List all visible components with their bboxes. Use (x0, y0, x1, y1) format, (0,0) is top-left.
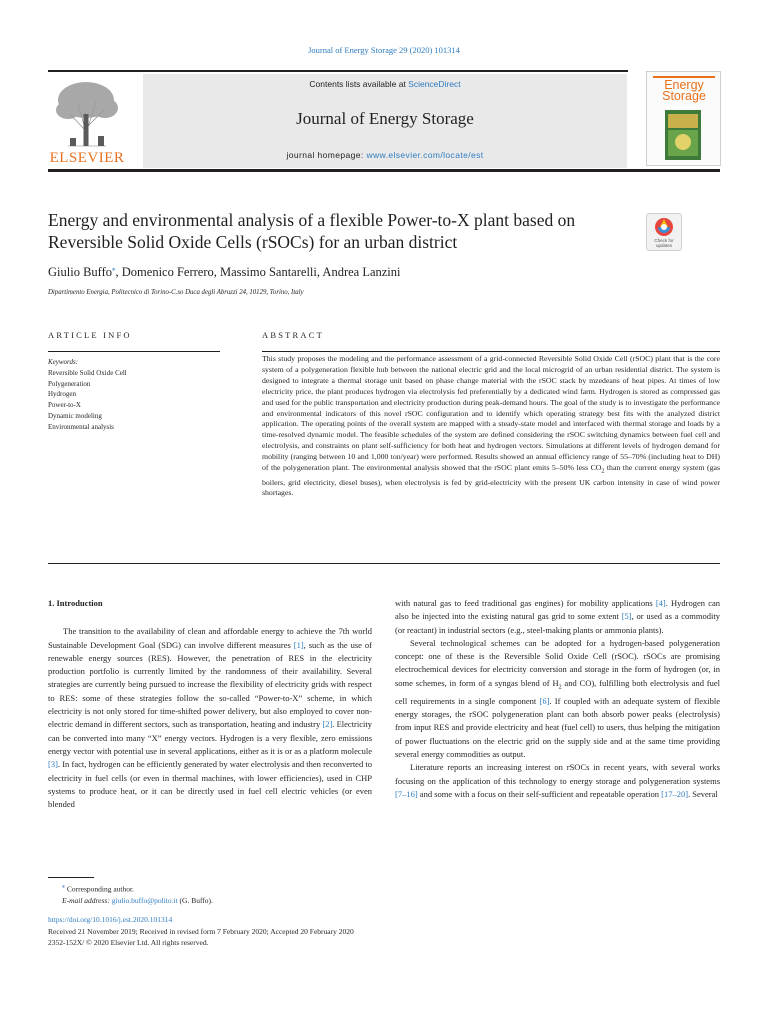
journal-name: Journal of Energy Storage (296, 109, 474, 128)
text-run: Several technological schemes can be adopted for a hydrogen-based polygeneration concept: one of these is the Reversible Solid Oxide Cell (rSOC). rSOCs are promising electrochemical devices for electricity conversion and storage in the form of hydrogen (or, in some schemes, in form of a syngas blend of H (395, 637, 720, 688)
text-run: . Hydrogen can also be injected into the existing natural gas grid to some extent (395, 598, 720, 622)
cover-title (653, 80, 715, 102)
subscript: 2 (558, 684, 562, 691)
text-run: , such as the use of renewable energy sources (RES). However, the penetration of RES in the electricity production portfolio is currently limited by the randomness of their availability. Several strategies are currently being pursued to increase the flexibility of electricity grids with respect to RES: some of these strategies follow the so-called “Power-to-X” scheme, in which electricity is not only stored for time-shifted power delivery, but also employed to cover non-electric demand in different sectors, such as transportation, heating and industry (48, 639, 372, 730)
homepage-link[interactable]: www.elsevier.com/locate/est (366, 150, 484, 160)
keyword-item: Polygeneration (48, 379, 91, 388)
text-run: . In fact, hydrogen can be efficiently generated by water electrolysis and then reconverted to electricity in fuel cells (or even in thermal machines, with lower efficiencies), used in CHP systems to produce heat, or it can be directly used in fuel cell electric vehicles (or even blended (48, 759, 372, 810)
keywords-block (48, 357, 220, 433)
paragraph (48, 625, 372, 811)
text-run: and some with a focus on their self-sufficient and repeatable operation (417, 788, 662, 799)
email-footnote (48, 895, 213, 907)
paragraph (395, 761, 720, 801)
citation-link[interactable]: [6] (539, 695, 550, 706)
affiliation: Dipartimento Energia, Politecnico di Torino-C.so Duca degli Abruzzi 24, 10129, Torino, Italy (48, 289, 304, 296)
citation-link[interactable]: [17–20] (661, 788, 689, 799)
email-suffix: (G. Buffo). (177, 896, 213, 905)
header-rule (48, 70, 628, 72)
citation-link[interactable]: [3] (48, 759, 58, 770)
article-info-rule (48, 351, 220, 352)
citation-link[interactable]: [4] (655, 598, 666, 608)
body-right-column (395, 597, 720, 801)
contents-line (143, 79, 627, 89)
body-left-column (48, 597, 372, 811)
text-run: . If coupled with an adequate system of flexible energy storages, the rSOC polygeneration plant can both absorb power peaks (electrolysis) from input RES and provide electricity and heat (fuel cell) to users, thus helping the mitigation of power fluctuations on the electric grid on the supply side and at the same time providing several energy commodities as output. (395, 695, 720, 759)
text-run: and CO), fulfilling both electrolysis and fuel cell requirements in a single component (395, 677, 720, 706)
abstract-rule (262, 351, 720, 352)
publication-info (48, 914, 354, 949)
corresponding-author-mark[interactable]: ⁎ (112, 265, 116, 273)
footnote-mark: ⁎ (62, 884, 65, 890)
abstract-bottom-rule (48, 563, 720, 564)
abstract-heading: ABSTRACT (262, 330, 324, 340)
journal-reference[interactable]: Journal of Energy Storage 29 (2020) 101314 (308, 45, 460, 55)
article-title: Energy and environmental analysis of a flexible Power-to-X plant based on Reversible Solid Oxide Cells (rSOCs) for an urban district (48, 210, 576, 252)
text-run: . Several (688, 788, 718, 799)
email-link[interactable]: giulio.buffo@polito.it (111, 896, 178, 905)
doi-link[interactable]: https://doi.org/10.1016/j.est.2020.101314 (48, 915, 173, 924)
author-rest: , Domenico Ferrero, Massimo Santarelli, Andrea Lanzini (115, 265, 401, 280)
keyword-item: Dynamic modeling (48, 411, 102, 420)
corresponding-footnote (48, 882, 213, 895)
abstract-subscript: 2 (601, 468, 605, 475)
paragraph (395, 597, 720, 637)
article-info-heading: ARTICLE INFO (48, 330, 132, 340)
footnotes (48, 882, 213, 907)
homepage-line (143, 150, 627, 160)
citation-link[interactable]: [2] (322, 719, 333, 730)
paragraph (395, 637, 720, 761)
citation-link[interactable]: [7–16] (395, 788, 418, 799)
keyword-item: Reversible Solid Oxide Cell (48, 368, 127, 377)
section-heading-introduction: 1. Introduction (48, 598, 103, 608)
abstract-text (262, 354, 720, 499)
abstract-part-a: This study proposes the modeling and the performance assessment of a grid-connected Reversible Solid Oxide Cell (rSOC) plant that is the core system of a polygeneration flexible hub between the national electric grid and the local microgrid of an urban residential district. The system is designed to integrate a thermal storage unit based on phase change material with the rSOC stack by mzedeans of heat pipes. At times of low electricity price, the plant produces hydrogen via electrolysis fed preferentially by a dedicated wind farm. Hydrogen is stored as compressed gas and used for the public transportation and electricity production during peak-demand hours. The goal of the study is to investigate the performance and environmental indicators of this novel rSOC configuration and to identify which operating strategy best fits with the analyzed district application. The operating points of the overall system are mapped with a steady-state model and interfaced with thermal storage and loads by a time-resolved dynamic model. The feasible schedules of the system are defined considering the rSOC switching dynamics between fuel cell and electrolysis, and constraints on plant self-sufficiency for both heat and hydrogen vectors. Simulations at different levels of hydrogen demand for mobility (ranging between 10 and 1,000 ton/year) were performed. Results showed an annual efficiency range of 55–70% (including heat to DH) of the polygeneration plant. The environmental analysis showed that the rSOC plant emits 5–50% less CO (262, 354, 721, 473)
contents-prefix: Contents lists available at (309, 79, 409, 89)
cover-title-line1: Energy (664, 78, 704, 92)
check-for-updates-icon[interactable] (646, 213, 682, 251)
keyword-item: Hydrogen (48, 390, 76, 399)
received-dates: Received 21 November 2019; Received in revised form 7 February 2020; Accepted 20 February 2020 (48, 926, 354, 936)
abstract-part-b: than the current energy system (gas boilers, grid electricity, diesel buses), when electrolysis is fed by grid-electricity with the present UK carbon intensity in case of wind power shortages. (262, 463, 720, 498)
crossmark-label-1: Check for (654, 238, 674, 243)
journal-cover-thumbnail[interactable] (646, 71, 721, 166)
cover-image (665, 110, 701, 160)
author-first: Giulio Buffo (48, 265, 113, 280)
text-run: , or used as a commodity (or reactant) in industrial sectors (e.g., steel-making plants or ammonia plants). (395, 611, 720, 635)
cover-title-line2: Storage (662, 89, 706, 103)
text-run: Literature reports an increasing interest on rSOCs in recent years, with several works focusing on the application of this technology to energy storage and polygeneration systems (395, 762, 720, 786)
corresponding-text: Corresponding author. (65, 884, 134, 894)
text-run: with natural gas to feed traditional gas engines) for mobility applications (395, 598, 656, 608)
keywords-label: Keywords: (48, 358, 79, 366)
crossmark-label-2: updates (655, 243, 673, 248)
author-list (48, 265, 401, 280)
elsevier-wordmark: ELSEVIER (49, 150, 125, 166)
footnote-rule (48, 877, 94, 878)
citation-link[interactable]: [1] (293, 639, 304, 650)
citation-link[interactable]: [5] (621, 611, 632, 622)
email-label: E-mail address: (62, 896, 112, 905)
keyword-item: Power-to-X (48, 401, 81, 410)
header-thick-rule (48, 169, 720, 172)
keyword-item: Environmental analysis (48, 422, 114, 431)
copyright: 2352-152X/ © 2020 Elsevier Ltd. All rights reserved. (48, 938, 209, 947)
text-run: The transition to the availability of clean and affordable energy to achieve the 7th world Sustainable Development Goal (SDG) can involve different measures (48, 626, 372, 650)
homepage-prefix: journal homepage: (286, 150, 367, 160)
sciencedirect-link[interactable]: ScienceDirect (408, 79, 461, 89)
text-run: . Electricity can be converted into many “X” energy vectors. Hydrogen is a very flexible, zero emissions energy vector with potential use in several applications, either as it is or as a platform molecule (48, 719, 372, 756)
